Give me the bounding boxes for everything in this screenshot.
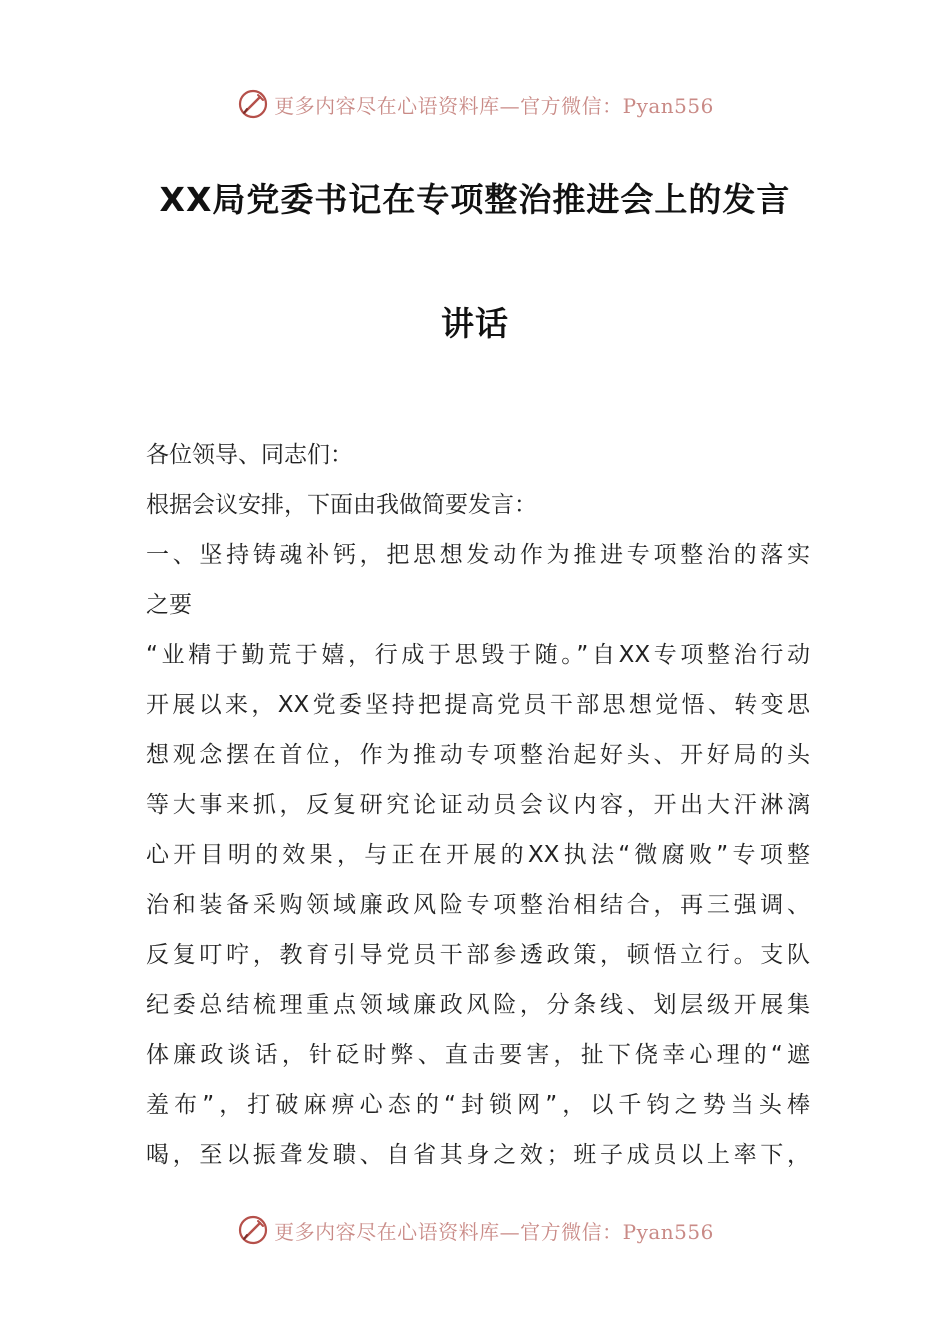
body-line: 一、坚持铸魂补钙，把思想发动作为推进专项整治的落实	[146, 542, 810, 568]
watermark-text: 更多内容尽在心语资料库—官方微信：Pyan556	[274, 93, 714, 118]
document-title-line-2: 讲话	[441, 304, 509, 343]
body-line: 治和装备采购领域廉政风险专项整治相结合，再三强调、	[146, 892, 810, 918]
body-line: 根据会议安排，下面由我做简要发言：	[146, 492, 537, 518]
body-line: “业精于勤荒于嬉，行成于思毁于随。”自XX专项整治行动	[146, 642, 810, 668]
body-line: 纪委总结梳理重点领域廉政风险，分条线、划层级开展集	[146, 992, 810, 1018]
body-line: 之要	[146, 592, 192, 618]
body-line: 想观念摆在首位，作为推动专项整治起好头、开好局的头	[146, 742, 810, 768]
footer-watermark	[0, 1210, 950, 1250]
body-line: 体廉政谈话，针砭时弊、直击要害，扯下侥幸心理的“遮	[146, 1042, 810, 1068]
body-line: 心开目明的效果，与正在开展的XX执法“微腐败”专项整	[146, 842, 810, 868]
body-line: 喝，至以振聋发聩、自省其身之效；班子成员以上率下，	[146, 1142, 810, 1168]
body-line: 等大事来抓，反复研究论证动员会议内容，开出大汗淋漓	[146, 792, 810, 818]
body-line: 反复叮咛，教育引导党员干部参透政策，顿悟立行。支队	[146, 942, 810, 968]
body-line: 开展以来，XX党委坚持把提高党员干部思想觉悟、转变思	[146, 692, 810, 718]
pen-circle-logo-icon	[236, 87, 270, 121]
pen-circle-logo-icon	[236, 1213, 270, 1247]
document-title-line-1: XX局党委书记在专项整治推进会上的发言	[159, 180, 791, 219]
header-watermark	[0, 84, 950, 124]
body-line: 各位领导、同志们：	[146, 442, 353, 468]
document-body	[146, 430, 810, 1180]
body-line: 羞布”，打破麻痹心态的“封锁网”，以千钧之势当头棒	[146, 1092, 810, 1118]
watermark-text: 更多内容尽在心语资料库—官方微信：Pyan556	[274, 1219, 714, 1244]
